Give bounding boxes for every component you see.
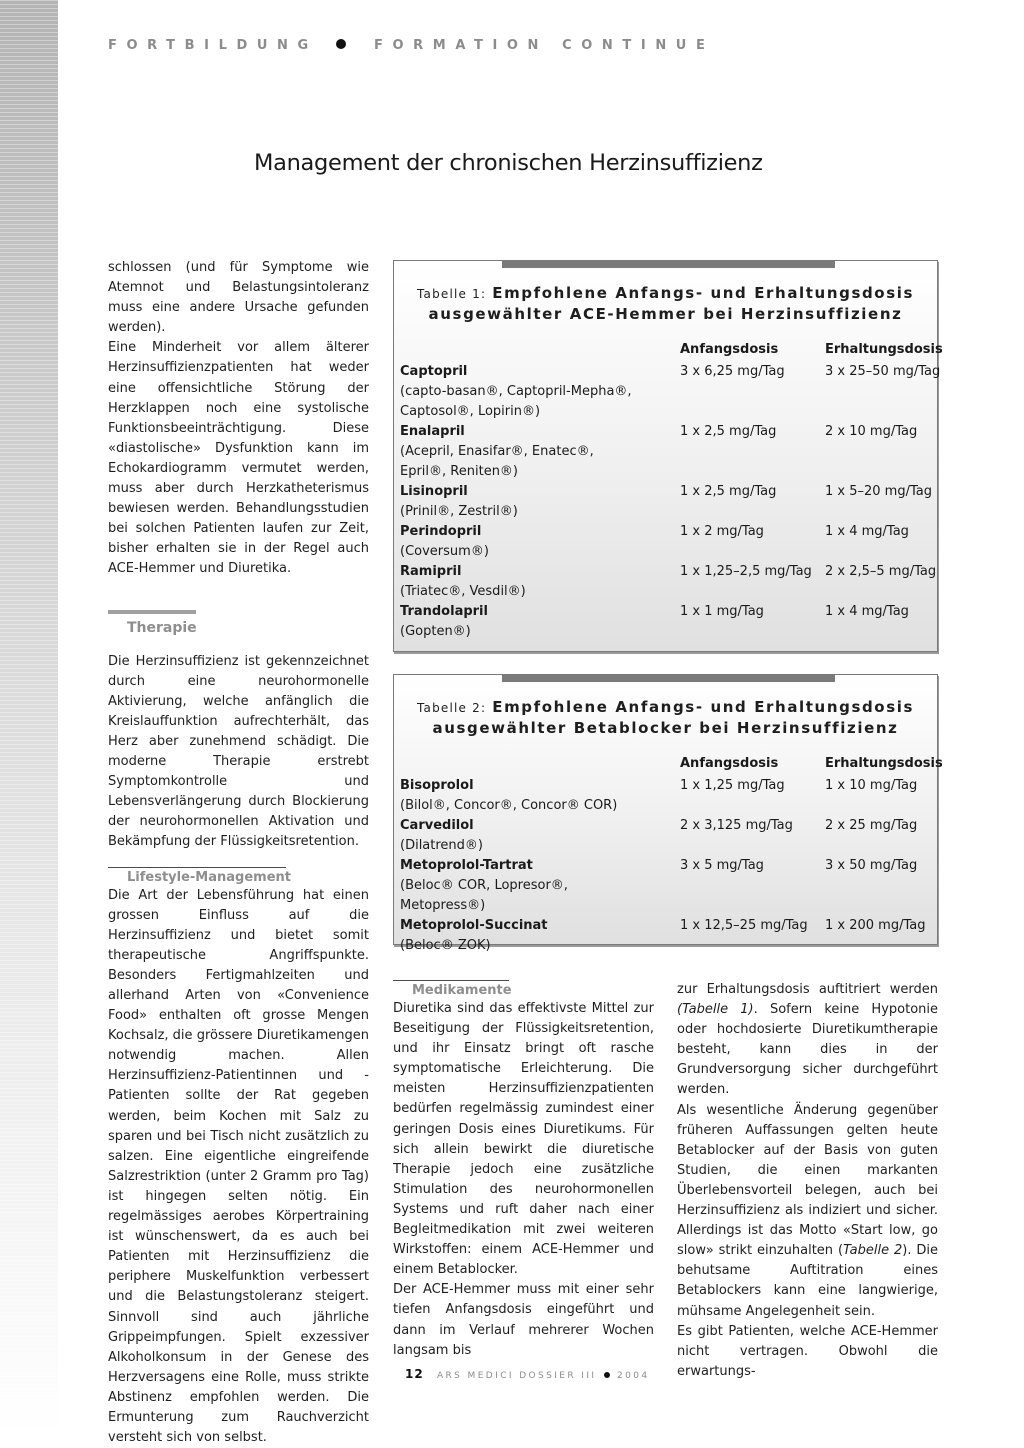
table-label: Tabelle 1: bbox=[416, 287, 487, 301]
drug-name: Metoprolol-Tartrat bbox=[400, 858, 533, 873]
drug-name: Metoprolol-Succinat bbox=[400, 918, 548, 933]
section-heading-therapie: Therapie bbox=[108, 610, 196, 638]
column-header-start-dose: Anfangsdosis bbox=[680, 756, 779, 771]
start-dose: 1 x 1,25 mg/Tag bbox=[680, 778, 785, 793]
paragraph: Der ACE-Hemmer muss mit einer sehr tiefen Anfangsdosis eingeführt und dann im Verlauf mehrerer Wochen langsam bis bbox=[393, 1282, 654, 1358]
table-row bbox=[394, 362, 941, 382]
table-row bbox=[394, 776, 937, 796]
paragraph bbox=[677, 1101, 938, 1322]
drug-name: Enalapril bbox=[400, 424, 465, 439]
paragraph: Diuretika sind das effektivste Mittel zur Beseitigung der Flüssigkeitsretention, und ihr Einsatz bringt oft rasche symptomatische Erleichterung. Die meisten Herzinsuffizienzpatienten bedürfen regelmässig zumindest einer geringen Dosis eines Diuretikums. Für sich allein bewirkt die diuretische Therapie jedoch eine zusätzliche Stimulation des neurohormonellen Systems und ruft daher nach einer Begleitmedikation mit zwei weiteren Wirkstoffen: einem ACE-Hemmer und einem Betablocker. bbox=[393, 1001, 654, 1278]
column-left bbox=[108, 258, 369, 1448]
table-caption bbox=[394, 283, 937, 324]
running-header bbox=[108, 38, 714, 53]
start-dose: 3 x 5 mg/Tag bbox=[680, 858, 764, 873]
maintenance-dose: 1 x 4 mg/Tag bbox=[825, 604, 909, 619]
brand-names: (Dilatrend®) bbox=[400, 838, 483, 853]
table-row bbox=[394, 816, 937, 836]
column-header-start-dose: Anfangsdosis bbox=[680, 342, 779, 357]
table-header-row bbox=[394, 342, 943, 362]
header-right: FORMATION CONTINUE bbox=[374, 38, 715, 53]
drug-name: Ramipril bbox=[400, 564, 462, 579]
table-beta-blockers bbox=[393, 674, 943, 953]
column-header-maintenance-dose: Erhaltungsdosis bbox=[825, 756, 943, 771]
article-title: Management der chronischen Herzinsuffizienz bbox=[254, 150, 763, 176]
table-reference: Tabelle 2 bbox=[843, 1243, 903, 1259]
text-run: ). Die behutsame Auftitration eines Betablockers kann eine langwierige, mühsame Angelegenheit sein. bbox=[677, 1243, 938, 1319]
drug-name: Trandolapril bbox=[400, 604, 488, 619]
start-dose: 1 x 1,25–2,5 mg/Tag bbox=[680, 564, 812, 579]
maintenance-dose: 1 x 5–20 mg/Tag bbox=[825, 484, 932, 499]
brand-names: (Prinil®, Zestril®) bbox=[400, 504, 518, 519]
table-top-bar bbox=[502, 675, 835, 682]
table-row bbox=[394, 522, 937, 542]
start-dose: 1 x 12,5–25 mg/Tag bbox=[680, 918, 808, 933]
column-right bbox=[677, 980, 938, 1382]
caption-line-2: ausgewählter ACE-Hemmer bei Herzinsuffizienz bbox=[428, 305, 903, 323]
paragraph bbox=[677, 980, 938, 1101]
brand-names: (capto-basan®, Captopril-Mepha®, Captosol®, Lopirin®) bbox=[400, 384, 632, 419]
table-caption bbox=[394, 697, 937, 738]
brand-names: (Gopten®) bbox=[400, 624, 471, 639]
maintenance-dose: 1 x 10 mg/Tag bbox=[825, 778, 918, 793]
table-row bbox=[394, 856, 937, 876]
drug-name: Carvedilol bbox=[400, 818, 474, 833]
decorative-side-stripe bbox=[0, 0, 58, 1436]
text-run: . Sofern keine Hypotonie oder hochdosierte Diuretikumtherapie besteht, kann dies in der Grundversorgung sicher durchgeführt werden. bbox=[677, 1002, 939, 1098]
paragraph: Die Herzinsuffizienz ist gekennzeichnet durch eine neurohormonelle Aktivierung, welche anfänglich die Kreislauffunktion aufrechterhält, das Herz aber zunehmend schädigt. Die moderne Therapie erstrebt Symptomkontrolle und Lebensverlängerung durch Blockierung der neurohormonellen Aktivation und Bekämpfung der Flüssigkeitsretention. bbox=[108, 653, 369, 850]
page-footer bbox=[405, 1367, 650, 1381]
drug-name: Captopril bbox=[400, 364, 468, 379]
drug-name: Perindopril bbox=[400, 524, 482, 539]
table-row bbox=[394, 422, 937, 442]
table-row bbox=[394, 482, 937, 502]
start-dose: 1 x 1 mg/Tag bbox=[680, 604, 764, 619]
subheading-lifestyle: Lifestyle-Management bbox=[108, 867, 286, 886]
table-header-row bbox=[394, 756, 943, 776]
brand-names: (Beloc® ZOK) bbox=[400, 938, 491, 953]
start-dose: 3 x 6,25 mg/Tag bbox=[680, 364, 785, 379]
maintenance-dose: 1 x 200 mg/Tag bbox=[825, 918, 926, 933]
caption-line-1: Empfohlene Anfangs- und Erhaltungsdosis bbox=[492, 284, 915, 302]
brand-names: (Bilol®, Concor®, Concor® COR) bbox=[400, 798, 618, 813]
paragraph: Die Art der Lebensführung hat einen grossen Einfluss auf die Herzinsuffizienz und bietet somit therapeutische Angriffspunkte. Besonders Fertigmahlzeiten und allerhand Arten von «Convenience Food» enthalten oft grosse Mengen Kochsalz, die grössere Diuretikamengen notwendig machen. Allen Herzinsuffizienz-Patientinnen und -Patienten sollte der Rat gegeben werden, beim Kochen mit Salz zu sparen und bei Tisch nicht zusätzlich zu salzen. Eine eigentliche eingreifende Salzrestriktion (unter 2 Gramm pro Tag) ist hingegen selten nötig. Ein regelmässiges aerobes Körpertraining ist wünschenswert, da es auch bei Patienten mit Herzinsuffizienz die periphere Muskelfunktion verbessert und die Belastungstoleranz steigert. Sinnvoll sind auch jährliche Grippeimpfungen. Spielt exzessiver Alkoholkonsum in der Genese des Herzversagens eine Rolle, muss strikte Abstinenz empfohlen werden. Die Ermunterung zum Rauchverzicht versteht sich von selbst. bbox=[108, 887, 369, 1446]
start-dose: 1 x 2 mg/Tag bbox=[680, 524, 764, 539]
table-ace-inhibitors bbox=[393, 260, 943, 652]
start-dose: 1 x 2,5 mg/Tag bbox=[680, 424, 777, 439]
table-body bbox=[394, 362, 941, 642]
maintenance-dose: 3 x 50 mg/Tag bbox=[825, 858, 918, 873]
paragraph: Eine Minderheit vor allem älterer Herzinsuffizienzpatienten hat weder eine offensichtliche Störung der Herzklappen noch eine systolische Funktionsbeeinträchtigung. Diese «diastolische» Dysfunktion kann im Echokardiogramm vermutet werden, muss aber durch Herzkatheterismus bewiesen werden. Behandlungsstudien bei solchen Patienten laufen zur Zeit, bisher erhalten sie in der Regel auch ACE-Hemmer und Diuretika. bbox=[108, 340, 369, 577]
drug-name: Bisoprolol bbox=[400, 778, 474, 793]
bullet-dot-icon bbox=[604, 1372, 610, 1378]
paragraph: schlossen (und für Symptome wie Atemnot und Belastungsintoleranz muss eine andere Ursache gefunden werden). bbox=[108, 260, 369, 336]
brand-names: (Beloc® COR, Lopresor®, Metopress®) bbox=[400, 878, 568, 913]
maintenance-dose: 2 x 10 mg/Tag bbox=[825, 424, 918, 439]
table-label: Tabelle 2: bbox=[416, 701, 487, 715]
caption-line-1: Empfohlene Anfangs- und Erhaltungsdosis bbox=[492, 698, 915, 716]
column-middle bbox=[393, 980, 654, 1361]
journal-name: ARS MEDICI DOSSIER III bbox=[436, 1371, 597, 1381]
text-run: zur Erhaltungsdosis auftitriert werden bbox=[677, 982, 938, 997]
maintenance-dose: 1 x 4 mg/Tag bbox=[825, 524, 909, 539]
page-number: 12 bbox=[405, 1367, 424, 1381]
caption-line-2: ausgewählter Betablocker bei Herzinsuffizienz bbox=[432, 719, 899, 737]
table-reference: (Tabelle 1) bbox=[677, 1002, 754, 1018]
text-run: Als wesentliche Änderung gegenüber früheren Auffassungen gelten heute Betablocker auf der Basis von guten Studien, die einen markanten Überlebensvorteil belegen, auch bei Herzinsuffizienz als indiziert und sicher. Allerdings ist das Motto «Start low, go slow» strikt einzuhalten ( bbox=[677, 1102, 938, 1259]
paragraph: Es gibt Patienten, welche ACE-Hemmer nicht vertragen. Obwohl die erwartungs- bbox=[677, 1323, 938, 1379]
maintenance-dose: 3 x 25–50 mg/Tag bbox=[825, 364, 941, 379]
table-row bbox=[394, 602, 937, 622]
maintenance-dose: 2 x 25 mg/Tag bbox=[825, 818, 918, 833]
column-header-maintenance-dose: Erhaltungsdosis bbox=[825, 342, 943, 357]
start-dose: 1 x 2,5 mg/Tag bbox=[680, 484, 777, 499]
journal-year: 2004 bbox=[616, 1371, 650, 1381]
table-body bbox=[394, 776, 937, 956]
start-dose: 2 x 3,125 mg/Tag bbox=[680, 818, 793, 833]
maintenance-dose: 2 x 2,5–5 mg/Tag bbox=[825, 564, 937, 579]
bullet-dot-icon bbox=[336, 39, 346, 49]
subheading-medikamente: Medikamente bbox=[393, 980, 509, 999]
drug-name: Lisinopril bbox=[400, 484, 468, 499]
table-row bbox=[394, 562, 937, 582]
brand-names: (Coversum®) bbox=[400, 544, 489, 559]
table-top-bar bbox=[502, 261, 835, 268]
brand-names: (Acepril, Enasifar®, Enatec®, Epril®, Reniten®) bbox=[400, 444, 594, 479]
header-left: FORTBILDUNG bbox=[108, 38, 318, 53]
table-row bbox=[394, 916, 937, 936]
brand-names: (Triatec®, Vesdil®) bbox=[400, 584, 526, 599]
